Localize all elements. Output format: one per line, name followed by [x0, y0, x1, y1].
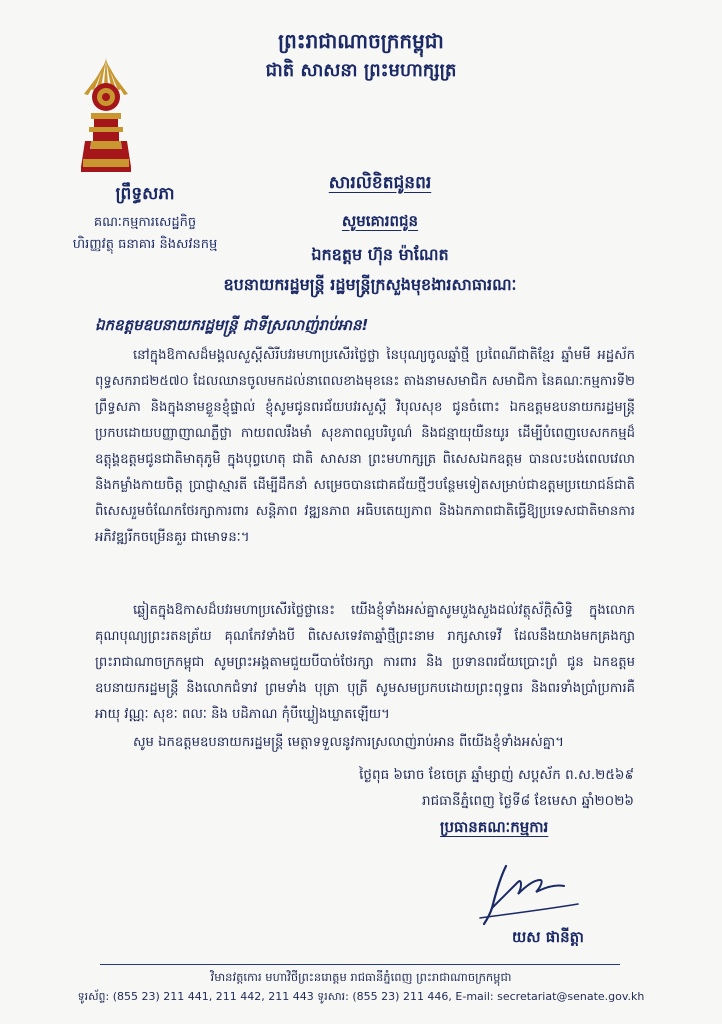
recipient-name: ឯកឧត្តម ហ៊ុន ម៉ាណែត	[311, 245, 449, 264]
sender-commission-line-1: គណៈកម្មការសេដ្ឋកិច្ច	[93, 215, 197, 230]
document-title: សារលិខិតជូនពរ	[328, 173, 432, 193]
recipient-title: ឧបនាយករដ្ឋមន្ត្រី រដ្ឋមន្ត្រីក្រសួងមុខងារសាធារណៈ	[223, 275, 517, 294]
footer-address: វិមានវត្តកោរ មហាវិថីព្រះនរោត្តម រាជធានីភ្នំពេញ ព្រះរាជាណាចក្រកម្ពុជា	[210, 970, 512, 984]
body-paragraph-3: សូម ឯកឧត្តមឧបនាយករដ្ឋមន្ត្រី មេត្តាទទួលនូវការស្រលាញ់រាប់អាន ពីយើងខ្ញុំទាំងអស់គ្នា។	[133, 735, 564, 750]
footer-contact: ទូរស័ព្ទ: (855 23) 211 441, 211 442, 211 443 ទូរសារ: (855 23) 211 446, E-mail: secretariat@senate.gov.kh	[77, 990, 645, 1003]
sender-commission-line-2: ហិរញ្ញវត្ថុ ធនាគារ និងសវនកម្ម	[72, 237, 218, 252]
handwritten-signature-icon	[478, 858, 588, 928]
respectfully-line: សូមគោរពជូន	[341, 212, 419, 230]
body-paragraph-2: ឆ្លៀតក្នុងឱកាសដ៏បវរមហាប្រសើរថ្លៃថ្លានេះ យើងខ្ញុំទាំងអស់គ្នាសូមបួងសួងដល់វត្ថុស័ក្តិសិទ្ធិ ក្នុងលោក គុណបុណ្យព្រះរតនត្រ័យ គុណកែវទាំងបី ពិសេសទេវតាឆ្នាំថ្មីព្រះនាម រាក្សសាទេវី ដែលនឹងយាងមកគ្រងក្សាព្រះរាជាណាចក្រកម្ពុជា សូមព្រះអង្គតាមជួយបីបាច់ថែរក្សា ការពារ និង ប្រទានពរជ័យប្រោះព្រំ ជូន ឯកឧត្តមឧបនាយករដ្ឋមន្ត្រី និងលោកជំទាវ ព្រមទាំង បុត្រា បុត្រី សូមសមប្រកបដោយព្រះពុទ្ធពរ និងពរទាំងប្រាំប្រការគឺ អាយុ វណ្ណៈ សុខៈ ពលៈ និង បដិភាណ កុំបីឃ្លៀងឃ្លាតឡើយ។	[95, 603, 635, 722]
national-motto: ជាតិ សាសនា ព្រះមហាក្សត្រ	[265, 60, 457, 81]
signer-name: យស ផានីត្តា	[512, 928, 584, 946]
lunar-date: ថ្ងៃពុធ ៦រោច ខែចេត្រ ឆ្នាំម្សាញ់ សប្តស័ក ព.ស.២៥៦៩	[359, 767, 634, 783]
senate-emblem-icon	[75, 55, 137, 175]
footer-divider	[100, 964, 620, 965]
place-and-date: រាជធានីភ្នំពេញ ថ្ងៃទី៨ ខែមេសា ឆ្នាំ២០២៦	[422, 793, 634, 809]
kingdom-heading: ព្រះរាជាណាចក្រកម្ពុជា	[278, 29, 444, 53]
body-paragraph-1: នៅក្នុងឱកាសដ៏មង្គលសួស្តីសិរីបវរមហាប្រសើរថ្លៃថ្លា នៃបុណ្យចូលឆ្នាំថ្មី ប្រពៃណីជាតិខ្មែរ ឆ្នាំមមី អដ្ឋស័ក ពុទ្ធសករាជ២៥៧០ ដែលឈានចូលមកដល់នាពេលខាងមុខនេះ តាងនាមសមាជិក សមាជិកា នៃគណៈកម្មការទី២ ព្រឹទ្ធសភា និងក្នុងនាមខ្លួនខ្ញុំផ្ទាល់ ខ្ញុំសូមជូនពរជ័យបវរសួស្តី វិបុលសុខ ជូនចំពោះ ឯកឧត្តមឧបនាយករដ្ឋមន្ត្រី ប្រកបដោយបញ្ញាញាណភ្លឺថ្លា កាយពលរឹងមាំ សុខភាពល្អបរិបូណ៌ និងជន្មាយុយឺនយូរ ដើម្បីបំពេញបេសកកម្មដ៏ឧត្តុង្គឧត្តមជូនជាតិមាតុភូមិ ក្នុងបុព្វហេតុ ជាតិ សាសនា ព្រះមហាក្សត្រ ពិសេសឯកឧត្តម បានលះបង់ពេលវេលា និងកម្លាំងកាយចិត្ត ប្រាជ្ញាស្មារតី ដើម្បីដឹកនាំ សម្រេចបានជោគជ័យថ្មីៗបន្ថែមទៀតសម្រាប់ជាឧត្តមប្រយោជន៍ជាតិ ពិសេសរួមចំណែកថែរក្សាការពារ សន្តិភាព វឌ្ឍនភាព អធិបតេយ្យភាព និងឯកភាពជាតិធ្វើឱ្យប្រទេសជាតិមានការអភិវឌ្ឍរីកចម្រើនគួរ ជាមោទនៈ។	[95, 348, 635, 545]
salutation: ឯកឧត្តមឧបនាយករដ្ឋមន្ត្រី ជាទីស្រលាញ់រាប់អាន!	[95, 316, 369, 334]
sender-organization: ព្រឹទ្ធសភា	[115, 184, 175, 204]
signer-title: ប្រធានគណៈកម្មការ	[440, 818, 549, 836]
